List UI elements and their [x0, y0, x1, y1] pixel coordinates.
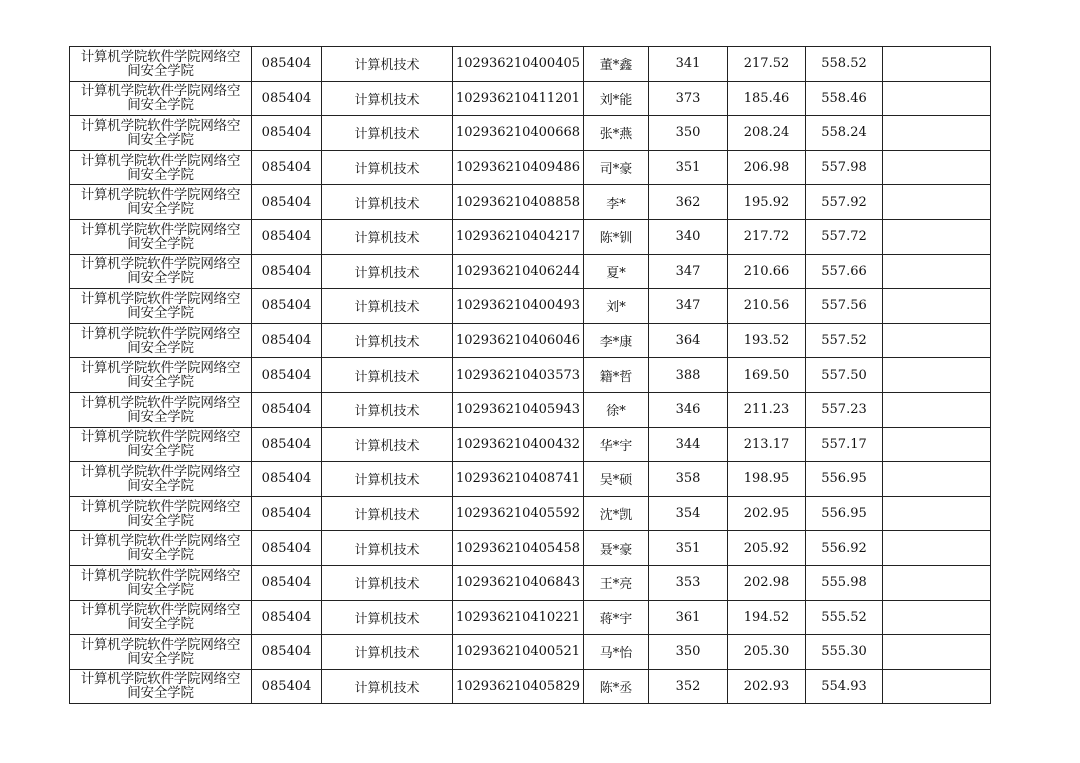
initial-score-cell: 361 — [649, 600, 728, 635]
college-text-line: 计算机学院软件学院网络空 — [80, 360, 241, 377]
exam-id-cell: 102936210400405 — [453, 47, 584, 82]
exam-id-cell: 102936210400668 — [453, 116, 584, 151]
table-row — [70, 531, 991, 566]
college-text-line: 间安全学院 — [127, 408, 194, 425]
exam-id-cell: 102936210405592 — [453, 496, 584, 531]
total-score-cell: 555.52 — [806, 600, 883, 635]
college-text-line: 间安全学院 — [127, 97, 194, 114]
college-text-line: 计算机学院软件学院网络空 — [80, 187, 241, 204]
table-row — [70, 635, 991, 670]
retest-score-cell: 194.52 — [728, 600, 806, 635]
remark-cell — [883, 358, 991, 393]
subject-code-cell: 085404 — [252, 219, 322, 254]
table-row — [70, 289, 991, 324]
college-text-line: 间安全学院 — [127, 477, 194, 494]
retest-score-cell: 169.50 — [728, 358, 806, 393]
college-text-line: 计算机学院软件学院网络空 — [80, 290, 241, 307]
college-cell — [70, 600, 252, 635]
total-score-cell: 558.52 — [806, 47, 883, 82]
exam-id-cell: 102936210408741 — [453, 462, 584, 497]
total-score-cell: 557.72 — [806, 219, 883, 254]
candidate-name-cell: 吴*硕 — [584, 462, 649, 497]
initial-score-cell: 388 — [649, 358, 728, 393]
remark-cell — [883, 219, 991, 254]
total-score-cell: 557.23 — [806, 392, 883, 427]
candidate-name-cell: 徐* — [584, 392, 649, 427]
college-cell — [70, 323, 252, 358]
subject-code-cell: 085404 — [252, 531, 322, 566]
remark-cell — [883, 254, 991, 289]
college-text-line: 间安全学院 — [127, 166, 194, 183]
subject-code-cell: 085404 — [252, 116, 322, 151]
total-score-cell: 555.30 — [806, 635, 883, 670]
college-cell — [70, 496, 252, 531]
college-text-line: 间安全学院 — [127, 62, 194, 79]
table-row — [70, 358, 991, 393]
initial-score-cell: 362 — [649, 185, 728, 220]
college-text-line: 计算机学院软件学院网络空 — [80, 221, 241, 238]
major-cell: 计算机技术 — [322, 289, 453, 324]
college-text-line: 计算机学院软件学院网络空 — [80, 83, 241, 100]
subject-code-cell: 085404 — [252, 565, 322, 600]
initial-score-cell: 347 — [649, 289, 728, 324]
exam-id-cell: 102936210406843 — [453, 565, 584, 600]
college-text-line: 计算机学院软件学院网络空 — [80, 48, 241, 65]
college-text-line: 计算机学院软件学院网络空 — [80, 394, 241, 411]
total-score-cell: 556.95 — [806, 462, 883, 497]
subject-code-cell: 085404 — [252, 289, 322, 324]
major-cell: 计算机技术 — [322, 185, 453, 220]
candidate-name-cell: 沈*凯 — [584, 496, 649, 531]
total-score-cell: 557.50 — [806, 358, 883, 393]
college-text-line: 间安全学院 — [127, 235, 194, 252]
college-cell — [70, 150, 252, 185]
initial-score-cell: 352 — [649, 669, 728, 704]
subject-code-cell: 085404 — [252, 392, 322, 427]
college-cell — [70, 254, 252, 289]
college-text-line: 间安全学院 — [127, 616, 194, 633]
total-score-cell: 557.66 — [806, 254, 883, 289]
initial-score-cell: 354 — [649, 496, 728, 531]
remark-cell — [883, 47, 991, 82]
college-text-line: 计算机学院软件学院网络空 — [80, 498, 241, 515]
table-body — [70, 47, 991, 704]
subject-code-cell: 085404 — [252, 462, 322, 497]
initial-score-cell: 350 — [649, 635, 728, 670]
initial-score-cell: 340 — [649, 219, 728, 254]
remark-cell — [883, 600, 991, 635]
initial-score-cell: 364 — [649, 323, 728, 358]
total-score-cell: 556.95 — [806, 496, 883, 531]
table-row — [70, 150, 991, 185]
table-row — [70, 254, 991, 289]
college-text-line: 计算机学院软件学院网络空 — [80, 567, 241, 584]
college-cell — [70, 358, 252, 393]
retest-score-cell: 206.98 — [728, 150, 806, 185]
remark-cell — [883, 185, 991, 220]
college-cell — [70, 462, 252, 497]
exam-id-cell: 102936210405458 — [453, 531, 584, 566]
table-row — [70, 565, 991, 600]
subject-code-cell: 085404 — [252, 81, 322, 116]
subject-code-cell: 085404 — [252, 427, 322, 462]
exam-id-cell: 102936210411201 — [453, 81, 584, 116]
table-row — [70, 219, 991, 254]
college-cell — [70, 531, 252, 566]
college-cell — [70, 81, 252, 116]
exam-id-cell: 102936210406244 — [453, 254, 584, 289]
total-score-cell: 556.92 — [806, 531, 883, 566]
major-cell: 计算机技术 — [322, 150, 453, 185]
exam-id-cell: 102936210405943 — [453, 392, 584, 427]
college-text-line: 计算机学院软件学院网络空 — [80, 117, 241, 134]
college-text-line: 计算机学院软件学院网络空 — [80, 533, 241, 550]
major-cell: 计算机技术 — [322, 669, 453, 704]
college-cell — [70, 392, 252, 427]
candidate-name-cell: 董*鑫 — [584, 47, 649, 82]
subject-code-cell: 085404 — [252, 358, 322, 393]
major-cell: 计算机技术 — [322, 392, 453, 427]
candidate-name-cell: 蒋*宇 — [584, 600, 649, 635]
retest-score-cell: 193.52 — [728, 323, 806, 358]
retest-score-cell: 217.72 — [728, 219, 806, 254]
total-score-cell: 557.56 — [806, 289, 883, 324]
candidate-name-cell: 刘*能 — [584, 81, 649, 116]
exam-id-cell: 102936210408858 — [453, 185, 584, 220]
college-text-line: 计算机学院软件学院网络空 — [80, 636, 241, 653]
college-cell — [70, 635, 252, 670]
remark-cell — [883, 81, 991, 116]
remark-cell — [883, 116, 991, 151]
table-row — [70, 185, 991, 220]
major-cell: 计算机技术 — [322, 565, 453, 600]
exam-id-cell: 102936210400521 — [453, 635, 584, 670]
subject-code-cell: 085404 — [252, 254, 322, 289]
college-text-line: 间安全学院 — [127, 270, 194, 287]
initial-score-cell: 350 — [649, 116, 728, 151]
subject-code-cell: 085404 — [252, 323, 322, 358]
initial-score-cell: 344 — [649, 427, 728, 462]
remark-cell — [883, 462, 991, 497]
total-score-cell: 558.24 — [806, 116, 883, 151]
major-cell: 计算机技术 — [322, 531, 453, 566]
retest-score-cell: 205.92 — [728, 531, 806, 566]
total-score-cell: 555.98 — [806, 565, 883, 600]
subject-code-cell: 085404 — [252, 635, 322, 670]
candidate-name-cell: 李* — [584, 185, 649, 220]
candidate-name-cell: 陈*钏 — [584, 219, 649, 254]
college-text-line: 计算机学院软件学院网络空 — [80, 325, 241, 342]
retest-score-cell: 210.66 — [728, 254, 806, 289]
college-cell — [70, 427, 252, 462]
remark-cell — [883, 427, 991, 462]
remark-cell — [883, 289, 991, 324]
candidate-name-cell: 刘* — [584, 289, 649, 324]
total-score-cell: 557.17 — [806, 427, 883, 462]
major-cell: 计算机技术 — [322, 116, 453, 151]
college-text-line: 间安全学院 — [127, 650, 194, 667]
remark-cell — [883, 565, 991, 600]
exam-id-cell: 102936210406046 — [453, 323, 584, 358]
total-score-cell: 557.98 — [806, 150, 883, 185]
candidate-name-cell: 籍*哲 — [584, 358, 649, 393]
remark-cell — [883, 531, 991, 566]
remark-cell — [883, 323, 991, 358]
major-cell: 计算机技术 — [322, 81, 453, 116]
college-text-line: 间安全学院 — [127, 547, 194, 564]
college-text-line: 间安全学院 — [127, 443, 194, 460]
total-score-cell: 558.46 — [806, 81, 883, 116]
initial-score-cell: 353 — [649, 565, 728, 600]
college-cell — [70, 289, 252, 324]
initial-score-cell: 351 — [649, 531, 728, 566]
total-score-cell: 557.52 — [806, 323, 883, 358]
table-row — [70, 47, 991, 82]
major-cell: 计算机技术 — [322, 254, 453, 289]
exam-id-cell: 102936210405829 — [453, 669, 584, 704]
college-text-line: 间安全学院 — [127, 339, 194, 356]
exam-id-cell: 102936210410221 — [453, 600, 584, 635]
exam-id-cell: 102936210404217 — [453, 219, 584, 254]
college-text-line: 计算机学院软件学院网络空 — [80, 256, 241, 273]
major-cell: 计算机技术 — [322, 462, 453, 497]
retest-score-cell: 185.46 — [728, 81, 806, 116]
college-text-line: 间安全学院 — [127, 581, 194, 598]
candidate-name-cell: 李*康 — [584, 323, 649, 358]
subject-code-cell: 085404 — [252, 496, 322, 531]
college-cell — [70, 116, 252, 151]
subject-code-cell: 085404 — [252, 669, 322, 704]
college-text-line: 计算机学院软件学院网络空 — [80, 602, 241, 619]
total-score-cell: 557.92 — [806, 185, 883, 220]
retest-score-cell: 211.23 — [728, 392, 806, 427]
retest-score-cell: 195.92 — [728, 185, 806, 220]
college-cell — [70, 669, 252, 704]
major-cell: 计算机技术 — [322, 219, 453, 254]
major-cell: 计算机技术 — [322, 323, 453, 358]
remark-cell — [883, 496, 991, 531]
major-cell: 计算机技术 — [322, 496, 453, 531]
retest-score-cell: 208.24 — [728, 116, 806, 151]
initial-score-cell: 341 — [649, 47, 728, 82]
college-text-line: 计算机学院软件学院网络空 — [80, 429, 241, 446]
retest-score-cell: 210.56 — [728, 289, 806, 324]
major-cell: 计算机技术 — [322, 635, 453, 670]
exam-id-cell: 102936210400432 — [453, 427, 584, 462]
college-text-line: 间安全学院 — [127, 131, 194, 148]
candidate-name-cell: 司*豪 — [584, 150, 649, 185]
exam-id-cell: 102936210403573 — [453, 358, 584, 393]
college-text-line: 间安全学院 — [127, 685, 194, 702]
candidate-name-cell: 张*燕 — [584, 116, 649, 151]
retest-score-cell: 202.98 — [728, 565, 806, 600]
remark-cell — [883, 392, 991, 427]
table-row — [70, 496, 991, 531]
major-cell: 计算机技术 — [322, 358, 453, 393]
candidate-name-cell: 聂*豪 — [584, 531, 649, 566]
table-row — [70, 81, 991, 116]
retest-score-cell: 202.95 — [728, 496, 806, 531]
candidate-name-cell: 马*怡 — [584, 635, 649, 670]
table-row — [70, 600, 991, 635]
candidate-name-cell: 夏* — [584, 254, 649, 289]
initial-score-cell: 351 — [649, 150, 728, 185]
college-cell — [70, 565, 252, 600]
table-row — [70, 669, 991, 704]
college-cell — [70, 185, 252, 220]
college-text-line: 计算机学院软件学院网络空 — [80, 152, 241, 169]
table-row — [70, 323, 991, 358]
subject-code-cell: 085404 — [252, 185, 322, 220]
retest-score-cell: 213.17 — [728, 427, 806, 462]
remark-cell — [883, 635, 991, 670]
initial-score-cell: 373 — [649, 81, 728, 116]
college-cell — [70, 47, 252, 82]
major-cell: 计算机技术 — [322, 600, 453, 635]
subject-code-cell: 085404 — [252, 47, 322, 82]
total-score-cell: 554.93 — [806, 669, 883, 704]
retest-score-cell: 198.95 — [728, 462, 806, 497]
subject-code-cell: 085404 — [252, 150, 322, 185]
subject-code-cell: 085404 — [252, 600, 322, 635]
initial-score-cell: 346 — [649, 392, 728, 427]
college-cell — [70, 219, 252, 254]
remark-cell — [883, 150, 991, 185]
table-row — [70, 427, 991, 462]
college-text-line: 间安全学院 — [127, 201, 194, 218]
initial-score-cell: 358 — [649, 462, 728, 497]
retest-score-cell: 205.30 — [728, 635, 806, 670]
table-row — [70, 116, 991, 151]
major-cell: 计算机技术 — [322, 427, 453, 462]
candidate-name-cell: 陈*丞 — [584, 669, 649, 704]
college-text-line: 计算机学院软件学院网络空 — [80, 671, 241, 688]
college-text-line: 间安全学院 — [127, 304, 194, 321]
college-text-line: 计算机学院软件学院网络空 — [80, 463, 241, 480]
exam-id-cell: 102936210400493 — [453, 289, 584, 324]
college-text-line: 间安全学院 — [127, 374, 194, 391]
candidate-name-cell: 华*宇 — [584, 427, 649, 462]
exam-id-cell: 102936210409486 — [453, 150, 584, 185]
table-row — [70, 392, 991, 427]
admission-list-table — [69, 46, 991, 704]
major-cell: 计算机技术 — [322, 47, 453, 82]
candidate-name-cell: 王*亮 — [584, 565, 649, 600]
remark-cell — [883, 669, 991, 704]
table-row — [70, 462, 991, 497]
retest-score-cell: 202.93 — [728, 669, 806, 704]
college-text-line: 间安全学院 — [127, 512, 194, 529]
retest-score-cell: 217.52 — [728, 47, 806, 82]
initial-score-cell: 347 — [649, 254, 728, 289]
